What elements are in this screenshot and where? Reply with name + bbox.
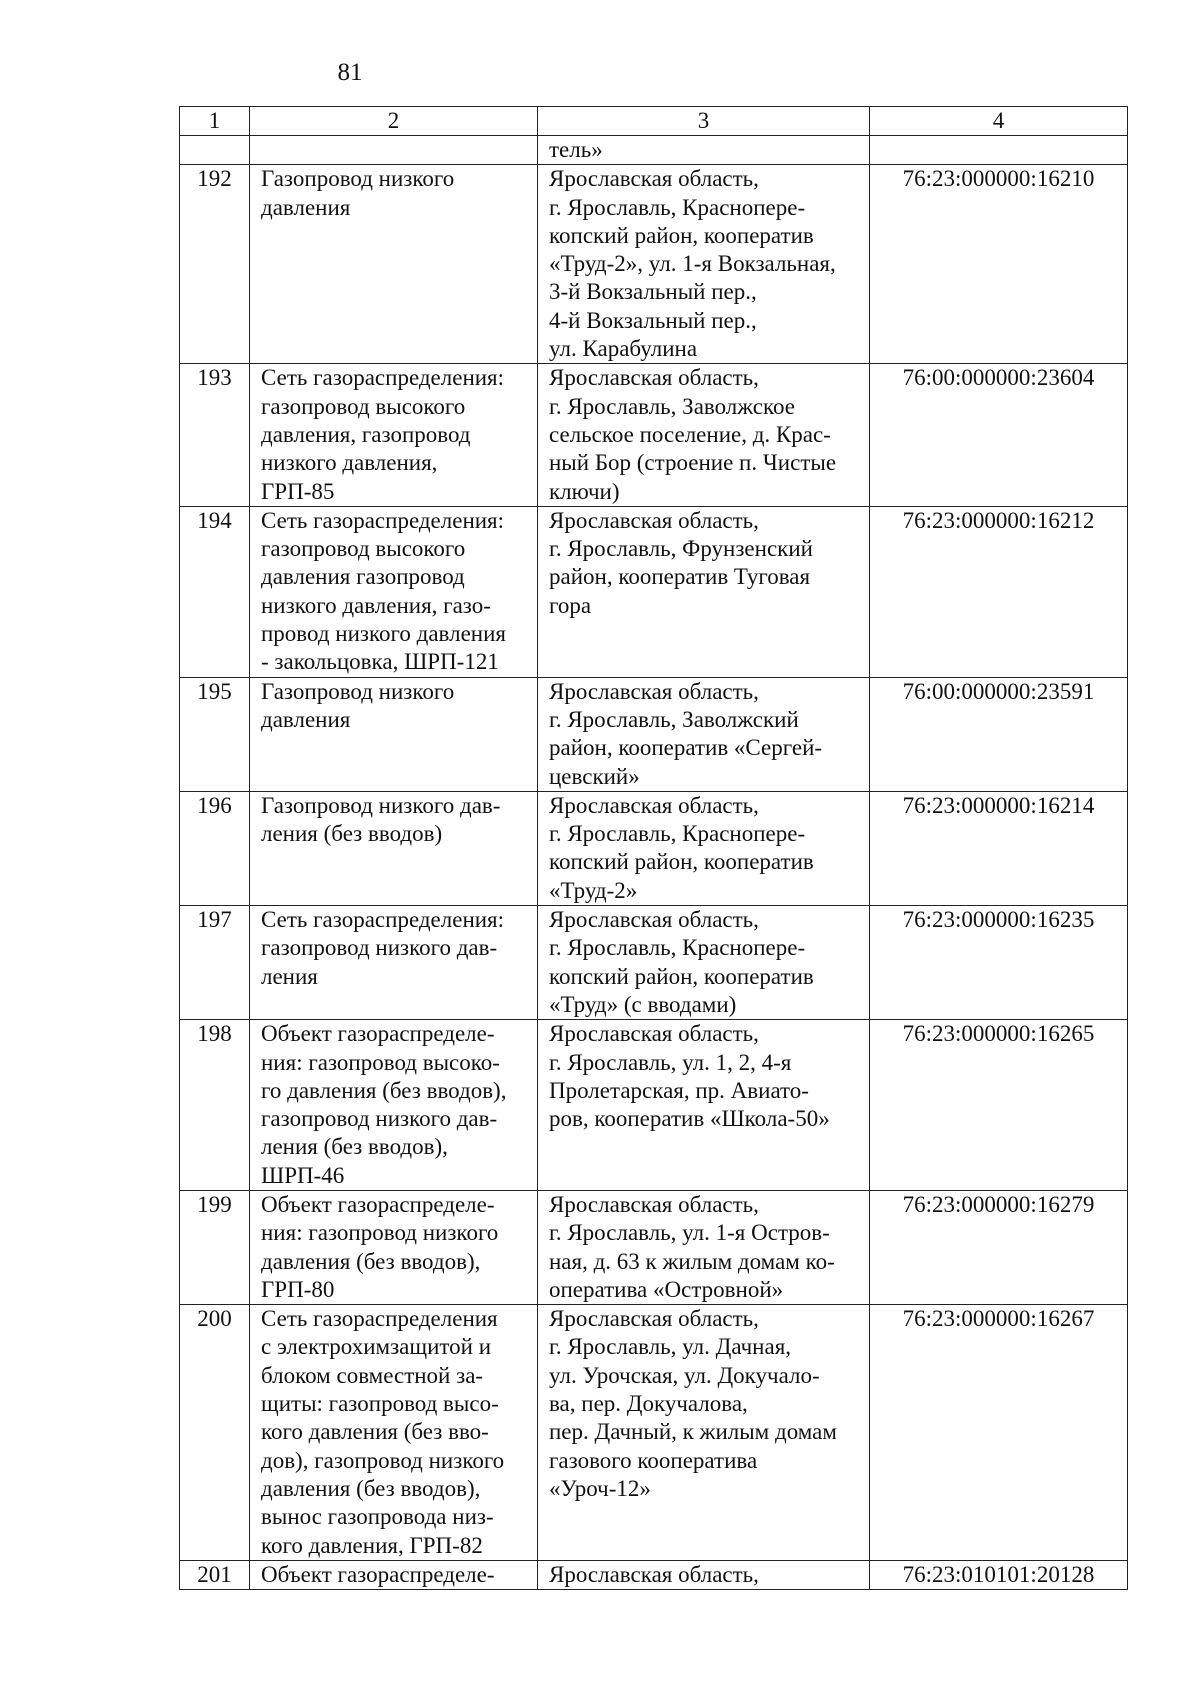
table-row — [180, 364, 1128, 506]
row-number: 194 — [180, 506, 250, 677]
column-header-address: 3 — [538, 107, 870, 136]
cadastral-number: 76:23:000000:16279 — [870, 1190, 1128, 1304]
cadastral-number: 76:23:000000:16267 — [870, 1305, 1128, 1561]
table-row — [180, 1190, 1128, 1304]
row-number: 198 — [180, 1020, 250, 1191]
object-address: Ярославская область, г. Ярославль, ул. Дачная, ул. Урочская, ул. Докучало- ва, пер. Докучалова, пер. Дачный, к жилым домам газового кооператива «Уроч-12» — [538, 1305, 870, 1561]
object-address: Ярославская область, — [538, 1560, 870, 1589]
cadastral-number: 76:23:000000:16214 — [870, 791, 1128, 905]
cadastral-number — [870, 136, 1128, 165]
object-address: Ярославская область, г. Ярославль, Фрунзенский район, кооператив Туговая гора — [538, 506, 870, 677]
column-header-cadastral: 4 — [870, 107, 1128, 136]
object-name: Сеть газораспределения: газопровод высокого давления газопровод низкого давления, газо- провод низкого давления - закольцовка, ШРП-121 — [250, 506, 538, 677]
row-number: 193 — [180, 364, 250, 506]
table-row — [180, 1305, 1128, 1561]
page-number-text: 81 — [337, 59, 363, 86]
object-name: Сеть газораспределения: газопровод низкого дав- ления — [250, 906, 538, 1020]
objects-table — [179, 106, 1128, 1590]
cadastral-number: 76:00:000000:23604 — [870, 364, 1128, 506]
row-number: 195 — [180, 677, 250, 791]
cadastral-number: 76:23:000000:16212 — [870, 506, 1128, 677]
table-header-row — [180, 107, 1128, 136]
object-name: Газопровод низкого давления — [250, 165, 538, 364]
table-row — [180, 165, 1128, 364]
object-address: Ярославская область, г. Ярославль, ул. 1, 2, 4-я Пролетарская, пр. Авиато- ров, кооператив «Школа-50» — [538, 1020, 870, 1191]
object-address: Ярославская область, г. Ярославль, ул. 1-я Остров- ная, д. 63 к жилым домам ко- оператива «Островной» — [538, 1190, 870, 1304]
objects-table-body — [180, 107, 1128, 1590]
cadastral-number: 76:23:000000:16265 — [870, 1020, 1128, 1191]
object-address: Ярославская область, г. Ярославль, Краснопере- копский район, кооператив «Труд-2», ул. 1-я Вокзальная, 3-й Вокзальный пер., 4-й Вокзальный пер., ул. Карабулина — [538, 165, 870, 364]
object-name: Объект газораспределе- — [250, 1560, 538, 1589]
cadastral-number: 76:00:000000:23591 — [870, 677, 1128, 791]
object-name: Газопровод низкого дав- ления (без вводов) — [250, 791, 538, 905]
cadastral-number: 76:23:010101:20128 — [870, 1560, 1128, 1589]
table-row-continuation — [180, 136, 1128, 165]
table-row — [180, 791, 1128, 905]
object-name: Сеть газораспределения с электрохимзащитой и блоком совместной за- щиты: газопровод высо- кого давления (без вво- дов), газопровод низкого давления (без вводов), вынос газопровода низ- кого давления, ГРП-82 — [250, 1305, 538, 1561]
row-number: 196 — [180, 791, 250, 905]
object-name: Сеть газораспределения: газопровод высокого давления, газопровод низкого давления, ГРП-85 — [250, 364, 538, 506]
object-name — [250, 136, 538, 165]
table-row — [180, 677, 1128, 791]
table-row — [180, 906, 1128, 1020]
table-row — [180, 506, 1128, 677]
row-number: 192 — [180, 165, 250, 364]
object-address: Ярославская область, г. Ярославль, Заволжский район, кооператив «Сергей- цевский» — [538, 677, 870, 791]
page-number — [0, 58, 1200, 88]
cadastral-number: 76:23:000000:16210 — [870, 165, 1128, 364]
object-name: Объект газораспределе- ния: газопровод низкого давления (без вводов), ГРП-80 — [250, 1190, 538, 1304]
column-header-name: 2 — [250, 107, 538, 136]
column-header-number: 1 — [180, 107, 250, 136]
object-address: Ярославская область, г. Ярославль, Краснопере- копский район, кооператив «Труд-2» — [538, 791, 870, 905]
row-number: 200 — [180, 1305, 250, 1561]
cadastral-number: 76:23:000000:16235 — [870, 906, 1128, 1020]
object-address: Ярославская область, г. Ярославль, Краснопере- копский район, кооператив «Труд» (с вводами) — [538, 906, 870, 1020]
object-name: Объект газораспределе- ния: газопровод высоко- го давления (без вводов), газопровод низкого дав- ления (без вводов), ШРП-46 — [250, 1020, 538, 1191]
object-address: Ярославская область, г. Ярославль, Заволжское сельское поселение, д. Крас- ный Бор (строение п. Чистые ключи) — [538, 364, 870, 506]
object-name: Газопровод низкого давления — [250, 677, 538, 791]
table-row — [180, 1560, 1128, 1589]
row-number: 197 — [180, 906, 250, 1020]
object-address: тель» — [538, 136, 870, 165]
row-number: 199 — [180, 1190, 250, 1304]
table-row — [180, 1020, 1128, 1191]
row-number — [180, 136, 250, 165]
row-number: 201 — [180, 1560, 250, 1589]
